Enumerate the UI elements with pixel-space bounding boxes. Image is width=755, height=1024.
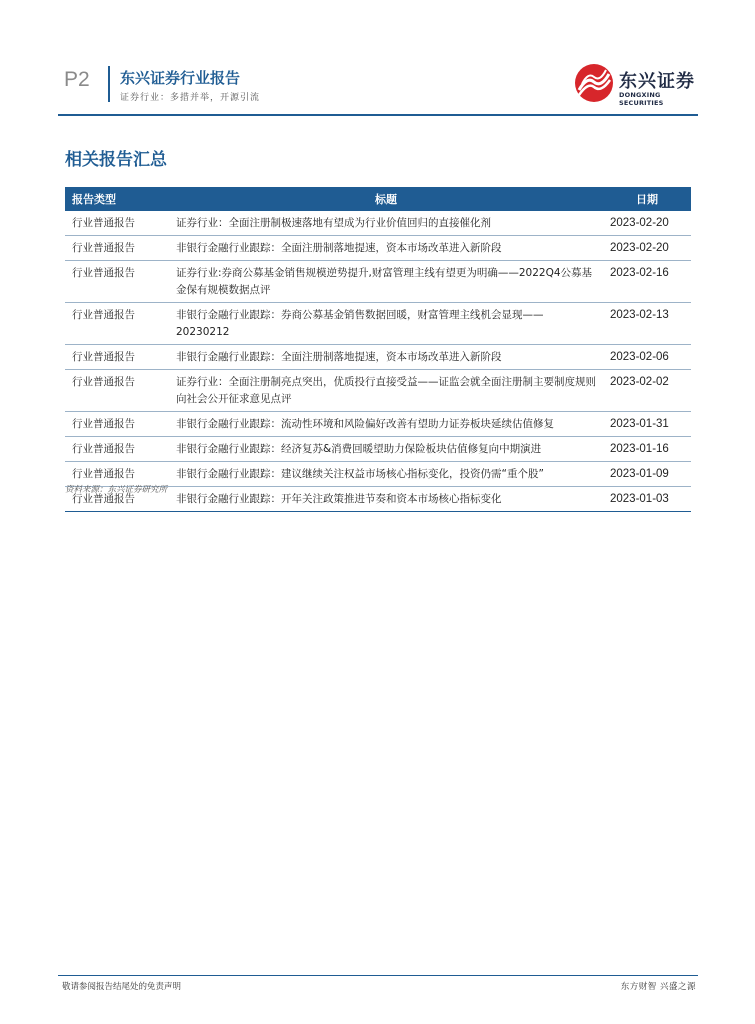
section-title: 相关报告汇总 <box>65 150 167 170</box>
table-row <box>65 211 691 236</box>
dongxing-logo-icon <box>573 62 615 104</box>
cell-type: 行业普通报告 <box>65 261 169 303</box>
cell-type: 行业普通报告 <box>65 412 169 437</box>
footer-slogan: 东方财智 兴盛之源 <box>620 982 696 992</box>
cell-date: 2023-01-31 <box>603 412 691 437</box>
table-row <box>65 370 691 412</box>
column-header-type: 报告类型 <box>65 187 169 211</box>
logo-text: 东兴证券 <box>619 71 695 92</box>
cell-title: 非银行金融行业跟踪：经济复苏&消费回暖望助力保险板块估值修复向中期演进 <box>169 437 603 462</box>
cell-title: 非银行金融行业跟踪：全面注册制落地提速，资本市场改革进入新阶段 <box>169 345 603 370</box>
cell-title: 证券行业：全面注册制极速落地有望成为行业价值回归的直接催化剂 <box>169 211 603 236</box>
table-row <box>65 236 691 261</box>
cell-title: 证券行业:券商公募基金销售规模逆势提升,财富管理主线有望更为明确——2022Q4公募基金保有规模数据点评 <box>169 261 603 303</box>
column-header-title: 标题 <box>169 187 603 211</box>
cell-title: 非银行金融行业跟踪：开年关注政策推进节奏和资本市场核心指标变化 <box>169 487 603 512</box>
footer-rule <box>58 975 698 976</box>
table-row <box>65 261 691 303</box>
table-row <box>65 345 691 370</box>
report-subtitle: 证券行业：多措并举，开源引流 <box>120 93 261 103</box>
table-header-row <box>65 187 691 211</box>
cell-title: 非银行金融行业跟踪：券商公募基金销售数据回暖，财富管理主线机会显现——20230212 <box>169 303 603 345</box>
cell-date: 2023-02-02 <box>603 370 691 412</box>
cell-title: 非银行金融行业跟踪：建议继续关注权益市场核心指标变化，投资仍需“重个股” <box>169 462 603 487</box>
cell-type: 行业普通报告 <box>65 345 169 370</box>
table-row <box>65 303 691 345</box>
cell-date: 2023-01-09 <box>603 462 691 487</box>
column-header-date: 日期 <box>603 187 691 211</box>
header-divider <box>108 66 110 102</box>
source-note: 资料来源：东兴证券研究所 <box>65 485 168 495</box>
cell-date: 2023-02-13 <box>603 303 691 345</box>
cell-date: 2023-02-16 <box>603 261 691 303</box>
table-row <box>65 437 691 462</box>
cell-title: 非银行金融行业跟踪：流动性环境和风险偏好改善有望助力证券板块延续估值修复 <box>169 412 603 437</box>
cell-date: 2023-01-03 <box>603 487 691 512</box>
page-header <box>58 60 698 118</box>
disclaimer-note: 敬请参阅报告结尾处的免责声明 <box>62 982 182 992</box>
page-number: P2 <box>64 68 90 91</box>
cell-type: 行业普通报告 <box>65 370 169 412</box>
cell-type: 行业普通报告 <box>65 211 169 236</box>
cell-title: 证券行业：全面注册制亮点突出，优质投行直接受益——证监会就全面注册制主要制度规则向社会公开征求意见点评 <box>169 370 603 412</box>
cell-date: 2023-01-16 <box>603 437 691 462</box>
cell-date: 2023-02-06 <box>603 345 691 370</box>
cell-type: 行业普通报告 <box>65 437 169 462</box>
report-title: 东兴证券行业报告 <box>120 69 241 87</box>
cell-date: 2023-02-20 <box>603 211 691 236</box>
header-rule <box>58 114 698 116</box>
cell-type: 行业普通报告 <box>65 462 169 487</box>
logo-english: DONGXING SECURITIES <box>619 91 664 107</box>
company-logo <box>573 62 703 106</box>
cell-type: 行业普通报告 <box>65 487 169 512</box>
cell-title: 非银行金融行业跟踪：全面注册制落地提速，资本市场改革进入新阶段 <box>169 236 603 261</box>
table-row <box>65 412 691 437</box>
cell-date: 2023-02-20 <box>603 236 691 261</box>
reports-table <box>65 187 691 512</box>
cell-type: 行业普通报告 <box>65 303 169 345</box>
cell-type: 行业普通报告 <box>65 236 169 261</box>
